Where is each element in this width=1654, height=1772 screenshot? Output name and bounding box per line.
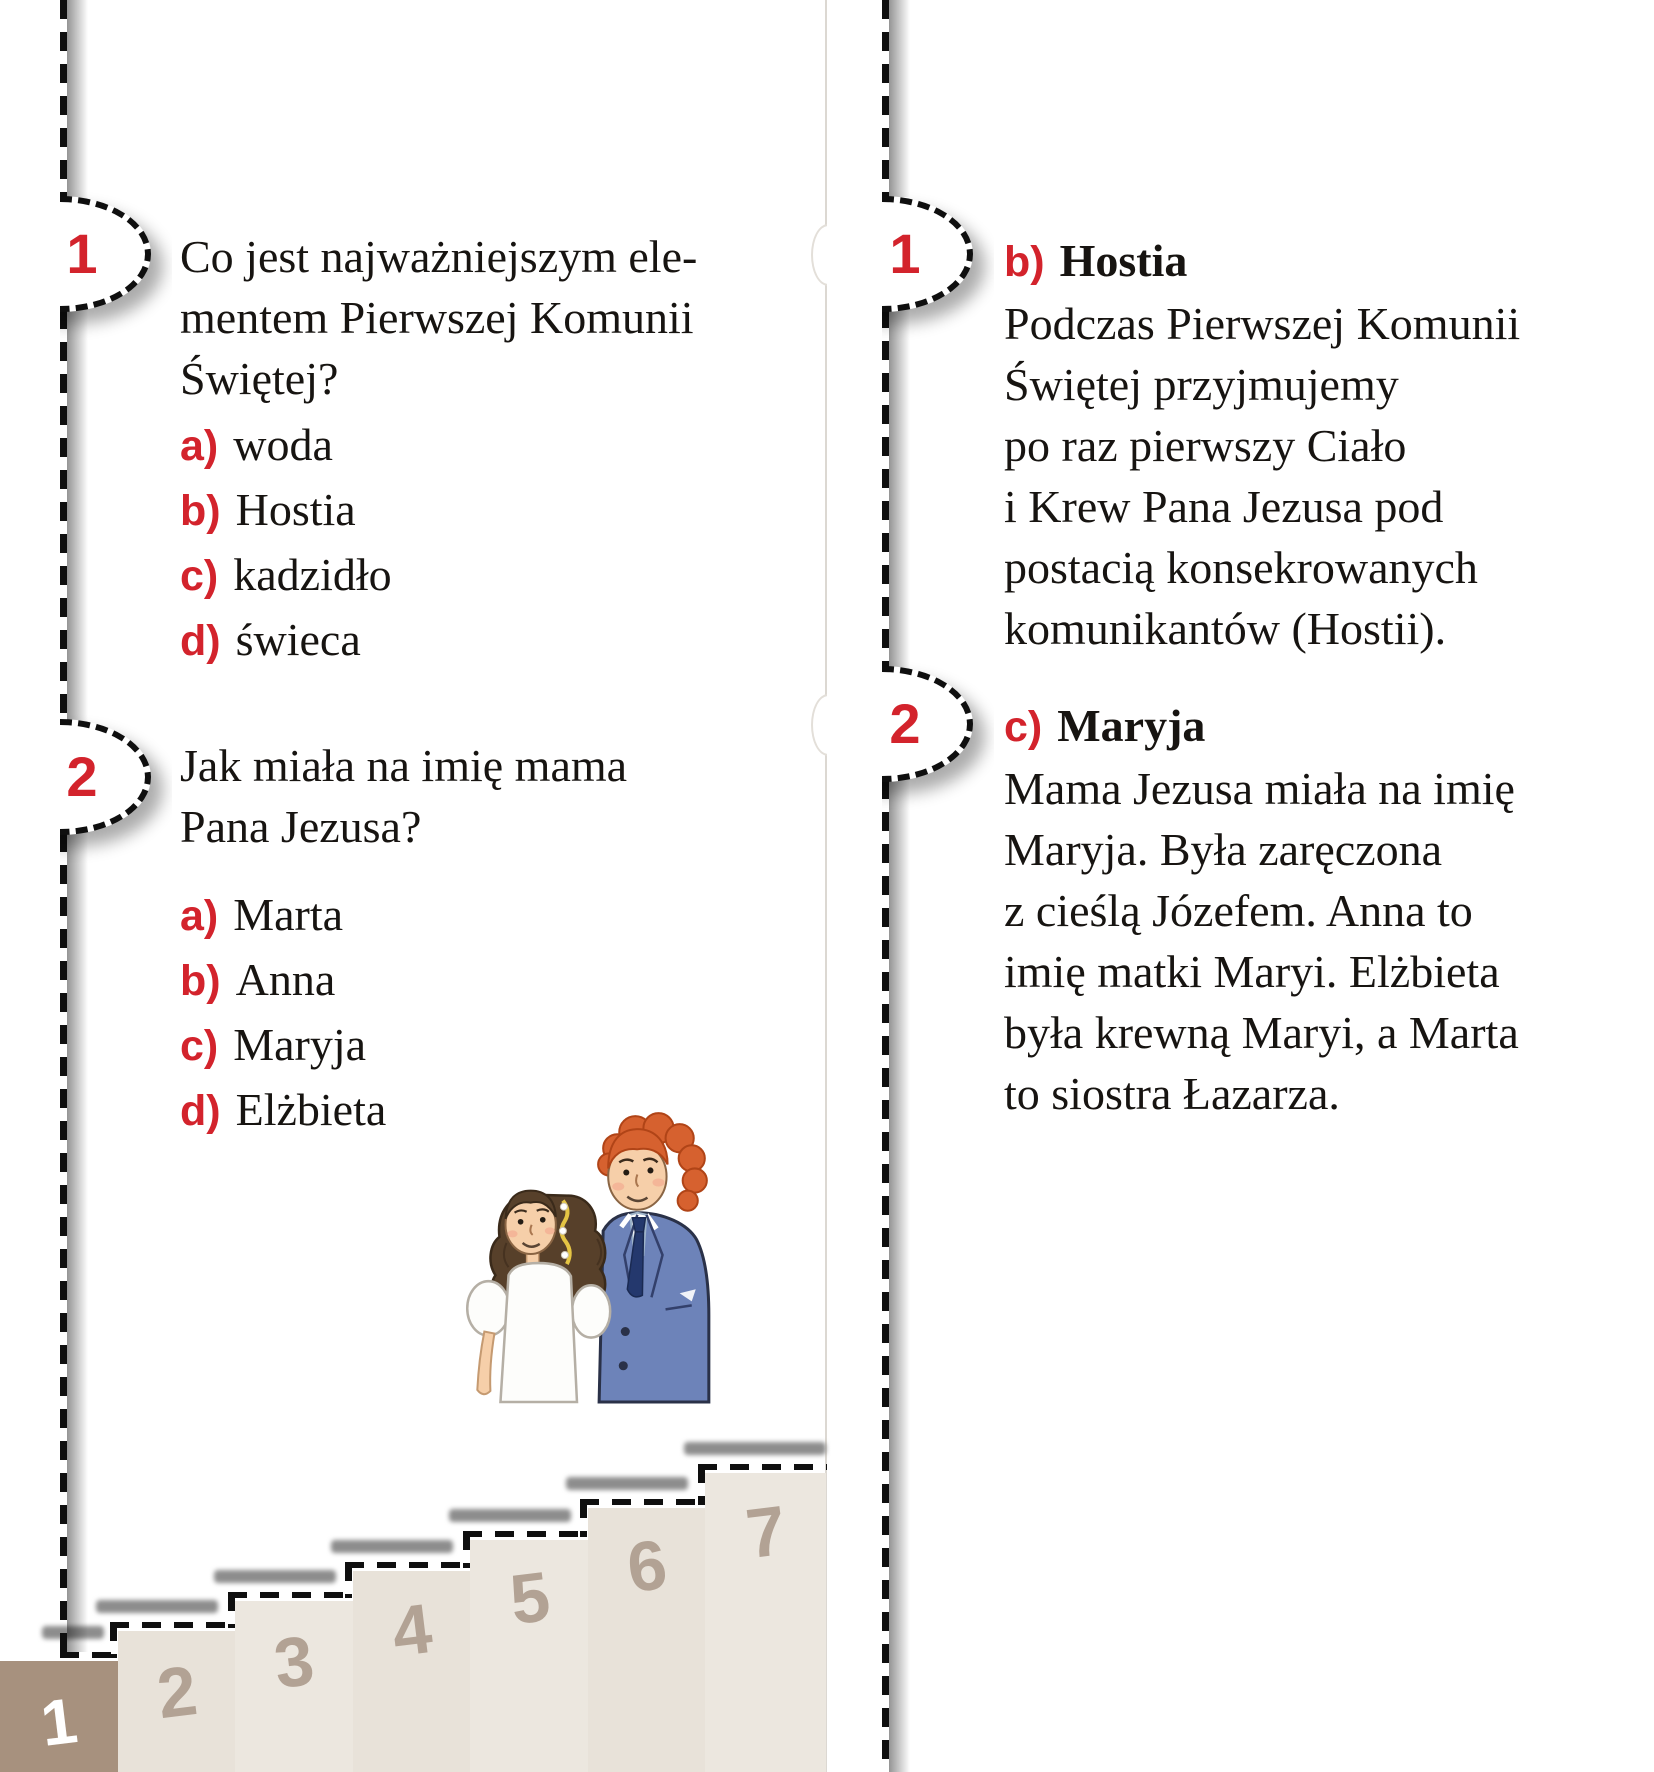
option-row [180, 883, 386, 948]
stair-shadow [449, 1509, 571, 1522]
question-line: Świętej? [180, 353, 339, 404]
option-row [180, 608, 392, 673]
stair-shadow [566, 1477, 688, 1490]
question-number-1: 1 [66, 222, 98, 285]
option-label: d) [180, 617, 221, 665]
stair-shadow [684, 1442, 826, 1455]
answer-2-text [1004, 695, 1519, 1124]
answer-line: po raz pierwszy Ciało [1004, 420, 1407, 471]
stair-number: 5 [505, 1556, 555, 1640]
stair-dash [110, 1622, 235, 1628]
answer-title: Maryja [1057, 700, 1206, 751]
question-line: Pana Jezusa? [180, 801, 422, 852]
stair-dash [698, 1464, 705, 1505]
stair-number: 3 [269, 1620, 319, 1704]
option-label: c) [180, 552, 219, 600]
answer-line: Świętej przyjmujemy [1004, 359, 1399, 410]
stair-number: 4 [387, 1588, 437, 1672]
answer-title: Hostia [1059, 235, 1188, 286]
answer-line: Mama Jezusa miała na imię [1004, 763, 1515, 814]
stair-dash [228, 1592, 352, 1598]
option-row [180, 413, 392, 478]
stair-shadow [96, 1600, 218, 1613]
answer-line: to siostra Łazarza. [1004, 1068, 1340, 1119]
dashed-cut-line-left [60, 0, 89, 198]
option-text: Marta [233, 889, 344, 940]
option-text: Hostia [235, 484, 356, 535]
answer-line: komunikantów (Hostii). [1004, 603, 1447, 654]
answer-number-2: 2 [889, 692, 921, 755]
answer-line: postacią konsekrowanych [1004, 542, 1478, 593]
option-row [180, 543, 392, 608]
stair-shadow [331, 1540, 453, 1553]
stair-dash [345, 1562, 470, 1568]
stair-dash [698, 1464, 827, 1470]
question-2-text [180, 735, 627, 857]
dashed-cut-line-middle [882, 309, 911, 668]
option-label: c) [180, 1022, 219, 1070]
answer-header [1004, 230, 1520, 293]
answer-line: Maryja. Była zaręczona [1004, 824, 1443, 875]
answer-line: z cieślą Józefem. Anna to [1004, 885, 1473, 936]
answer-label: b) [1004, 238, 1045, 286]
option-text: świeca [235, 614, 361, 665]
dashed-cut-line-middle [882, 780, 911, 1772]
option-row [180, 478, 392, 543]
stair-number: 6 [622, 1524, 672, 1608]
option-label: a) [180, 422, 219, 470]
option-text: Maryja [233, 1019, 367, 1070]
option-label: a) [180, 892, 219, 940]
dashed-cut-line-left [60, 833, 89, 1652]
option-row [180, 1013, 386, 1078]
question-2-options [180, 883, 386, 1143]
girl [467, 1191, 610, 1402]
answer-header [1004, 695, 1519, 758]
option-label: b) [180, 957, 221, 1005]
stair-number: 7 [741, 1490, 791, 1574]
stair-number: 2 [152, 1650, 202, 1734]
answer-line: była krewną Maryi, a Marta [1004, 1007, 1519, 1058]
option-row [180, 1078, 386, 1143]
question-line: Co jest najważniejszym ele- [180, 231, 698, 282]
stair-shadow [214, 1570, 336, 1583]
stair-dash [580, 1499, 705, 1505]
answer-label: c) [1004, 703, 1043, 751]
answer-1-text [1004, 230, 1520, 659]
under-page-notch [810, 222, 827, 286]
stair-dash [463, 1531, 587, 1537]
option-label: b) [180, 487, 221, 535]
communion-children-illustration [450, 1102, 712, 1404]
question-1-text [180, 226, 697, 409]
answer-line: i Krew Pana Jezusa pod [1004, 481, 1444, 532]
stair-number: 1 [36, 1684, 82, 1760]
question-number-2: 2 [66, 745, 98, 808]
option-text: kadzidło [233, 549, 392, 600]
boy [598, 1113, 709, 1402]
dashed-cut-line-left [60, 310, 89, 721]
answer-number-1: 1 [889, 222, 921, 285]
answer-line: Podczas Pierwszej Komunii [1004, 298, 1521, 349]
answer-line: imię matki Maryi. Elżbieta [1004, 946, 1500, 997]
option-text: Elżbieta [235, 1084, 387, 1135]
question-line: Jak miała na imię mama [180, 740, 628, 791]
option-row [180, 948, 386, 1013]
question-1-options [180, 413, 392, 673]
dashed-cut-line-middle [882, 0, 911, 197]
under-page-notch [810, 692, 827, 756]
option-label: d) [180, 1087, 221, 1135]
option-text: Anna [235, 954, 336, 1005]
question-line: mentem Pierwszej Komunii [180, 292, 694, 343]
option-text: woda [233, 419, 333, 470]
